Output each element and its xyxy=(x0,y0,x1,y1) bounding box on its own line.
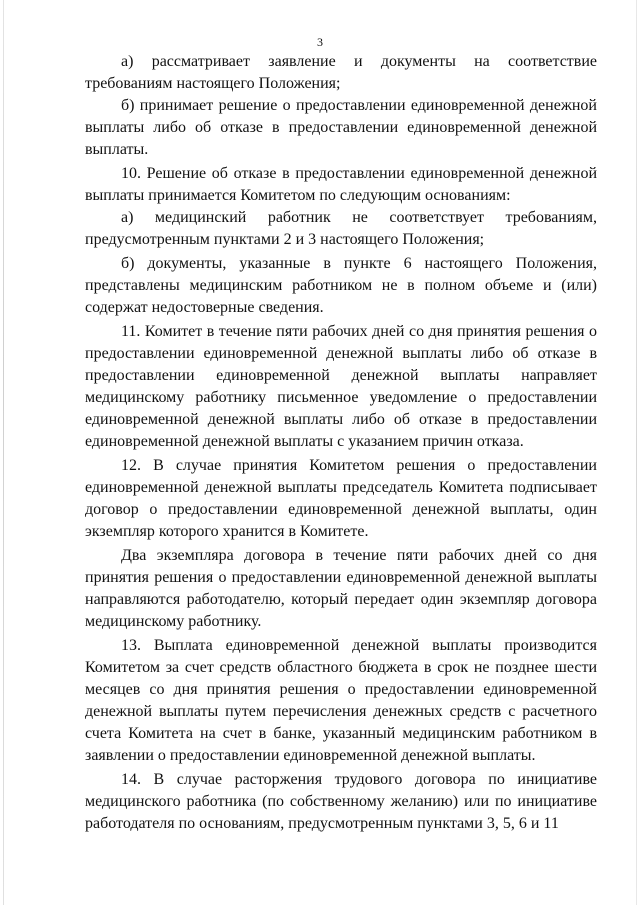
paragraph-10b: б) документы, указанные в пункте 6 настоящего Положения, представлены медицинским работником не в полном объеме и (или) содержат недостоверные сведения. xyxy=(85,255,597,316)
scan-edge-left xyxy=(3,0,4,905)
paragraph-12: 12. В случае принятия Комитетом решения о предоставлении единовременной денежной выплаты председатель Комитета подписывает договор о предоставлении единовременной денежной выплаты, один экземпляр которого хранится в Комитете. xyxy=(85,457,597,540)
page-number: 3 xyxy=(317,35,323,49)
paragraph-11: 11. Комитет в течение пяти рабочих дней со дня принятия решения о предоставлении единовременной денежной выплаты либо об отказе в предоставлении единовременной денежной выплаты направляет медицинскому работнику письменное уведомление о предоставлении единовременной денежной выплаты либо об отказе в предоставлении единовременной денежной выплаты с указанием причин отказа. xyxy=(85,323,597,450)
document-body xyxy=(85,51,597,835)
paragraph-10a: а) медицинский работник не соответствует требованиям, предусмотренным пунктами 2 и 3 настоящего Положения; xyxy=(85,209,597,248)
paragraph-12-contract-copies: Два экземпляра договора в течение пяти рабочих дней со дня принятия решения о предоставлении единовременной денежной выплаты направляются работодателю, который передает один экземпляр договора медицинскому работнику. xyxy=(85,547,597,630)
paragraph-9a: а) рассматривает заявление и документы на соответствие требованиям настоящего Положения; xyxy=(85,53,597,92)
paragraph-13: 13. Выплата единовременной денежной выплаты производится Комитетом за счет средств областного бюджета в срок не позднее шести месяцев со дня принятия решения о предоставлении единовременной денежной выплаты путем перечисления денежных средств с расчетного счета Комитета на счет в банке, указанный медицинским работником в заявлении о предоставлении единовременной денежной выплаты. xyxy=(85,637,597,764)
scan-edge-right xyxy=(636,0,637,905)
paragraph-14: 14. В случае расторжения трудового договора по инициативе медицинского работника (по собственному желанию) или по инициативе работодателя по основаниям, предусмотренным пунктами 3, 5, 6 и 11 xyxy=(85,771,597,832)
paragraph-9b: б) принимает решение о предоставлении единовременной денежной выплаты либо об отказе в предоставлении единовременной денежной выплаты. xyxy=(85,97,597,158)
paragraph-10: 10. Решение об отказе в предоставлении единовременной денежной выплаты принимается Комитетом по следующим основаниям: xyxy=(85,165,597,204)
